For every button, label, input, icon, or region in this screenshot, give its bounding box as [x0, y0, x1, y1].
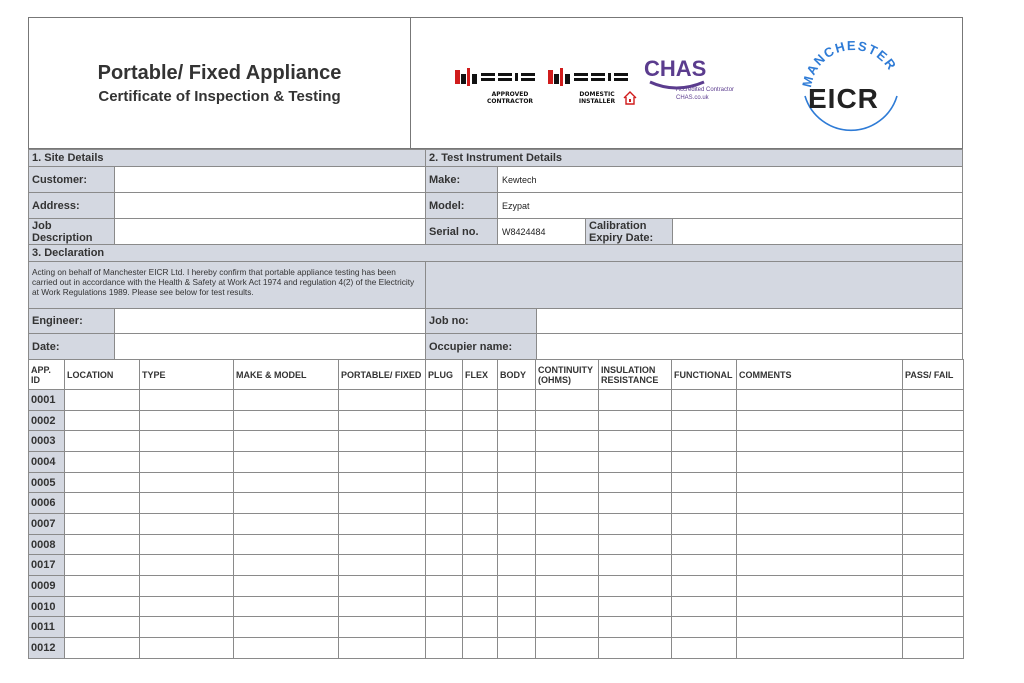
- app-id-cell: 0003: [28, 430, 65, 452]
- column-header: CONTINUITY (OHMS): [535, 359, 599, 390]
- calibration-label: Calibration Expiry Date:: [585, 218, 673, 245]
- result-cell[interactable]: [425, 472, 463, 493]
- result-cell[interactable]: [233, 451, 339, 473]
- result-cell[interactable]: [462, 430, 498, 452]
- calibration-field[interactable]: [672, 218, 963, 245]
- result-cell[interactable]: [64, 492, 140, 514]
- eicr-wordmark: EICR: [808, 83, 879, 114]
- model-field[interactable]: Ezypat: [497, 192, 963, 219]
- result-cell[interactable]: [598, 410, 672, 431]
- result-cell[interactable]: [598, 596, 672, 617]
- result-cell[interactable]: [902, 472, 964, 493]
- app-id-cell: 0001: [28, 389, 65, 411]
- result-cell[interactable]: [535, 637, 599, 659]
- result-cell[interactable]: [64, 410, 140, 431]
- result-cell[interactable]: [671, 575, 737, 597]
- result-cell[interactable]: [902, 430, 964, 452]
- certificate-header: [28, 17, 963, 149]
- result-cell[interactable]: [233, 389, 339, 411]
- result-cell[interactable]: [338, 430, 426, 452]
- result-cell[interactable]: [535, 389, 599, 411]
- result-cell[interactable]: [671, 596, 737, 617]
- result-cell[interactable]: [338, 554, 426, 576]
- result-cell[interactable]: [425, 534, 463, 555]
- result-cell[interactable]: [598, 492, 672, 514]
- result-cell[interactable]: [598, 513, 672, 535]
- result-cell[interactable]: [338, 534, 426, 555]
- result-cell[interactable]: [64, 451, 140, 473]
- model-label: Model:: [425, 192, 498, 219]
- column-header: MAKE & MODEL: [233, 359, 339, 390]
- result-cell[interactable]: [139, 637, 234, 659]
- result-cell[interactable]: [902, 596, 964, 617]
- result-cell[interactable]: [64, 472, 140, 493]
- result-cell[interactable]: [497, 575, 536, 597]
- result-cell[interactable]: [497, 534, 536, 555]
- result-cell[interactable]: [338, 410, 426, 431]
- niceic-approved-logo: [454, 66, 536, 106]
- column-header: INSULATION RESISTANCE: [598, 359, 672, 390]
- certificate-sheet: [28, 17, 963, 661]
- result-cell[interactable]: [671, 410, 737, 431]
- column-header: FLEX: [462, 359, 498, 390]
- result-cell[interactable]: [233, 430, 339, 452]
- app-id-cell: 0011: [28, 616, 65, 638]
- result-cell[interactable]: [139, 616, 234, 638]
- app-id-cell: 0005: [28, 472, 65, 493]
- app-id-cell: 0008: [28, 534, 65, 555]
- result-cell[interactable]: [497, 451, 536, 473]
- result-cell[interactable]: [598, 554, 672, 576]
- chas-caption: Accredited Contractor CHAS.co.uk: [676, 87, 735, 101]
- result-cell[interactable]: [598, 472, 672, 493]
- declaration-text: Acting on behalf of Manchester EICR Ltd. I hereby confirm that portable appliance testing has been carried out in accordance with the Health & Safety at Work Act 1974 and regulation 4(2) of the Electricity at Work Regulations 1989. Please see below for test results.: [28, 261, 426, 309]
- result-cell[interactable]: [671, 451, 737, 473]
- date-field[interactable]: [114, 333, 426, 360]
- result-cell[interactable]: [338, 513, 426, 535]
- manchester-eicr-logo: [791, 26, 911, 146]
- declaration-blank: [425, 261, 963, 309]
- result-cell[interactable]: [671, 534, 737, 555]
- result-cell[interactable]: [425, 513, 463, 535]
- page-title: Portable/ Fixed Appliance: [97, 62, 342, 84]
- result-cell[interactable]: [462, 596, 498, 617]
- result-cell[interactable]: [462, 451, 498, 473]
- address-field[interactable]: [114, 192, 426, 219]
- result-cell[interactable]: [462, 472, 498, 493]
- result-cell[interactable]: [425, 451, 463, 473]
- result-cell[interactable]: [64, 554, 140, 576]
- result-cell[interactable]: [902, 492, 964, 514]
- address-label: Address:: [28, 192, 115, 219]
- result-cell[interactable]: [598, 389, 672, 411]
- result-cell[interactable]: [497, 616, 536, 638]
- job-description-label: Job Description: [28, 218, 115, 245]
- result-cell[interactable]: [139, 554, 234, 576]
- serial-label: Serial no.: [425, 218, 498, 245]
- job-no-field[interactable]: [536, 308, 963, 334]
- result-cell[interactable]: [462, 554, 498, 576]
- result-cell[interactable]: [736, 616, 903, 638]
- result-cell[interactable]: [902, 637, 964, 659]
- result-cell[interactable]: [425, 596, 463, 617]
- test-instrument-heading: 2. Test Instrument Details: [425, 149, 963, 167]
- result-cell[interactable]: [233, 513, 339, 535]
- result-cell[interactable]: [462, 575, 498, 597]
- app-id-cell: 0009: [28, 575, 65, 597]
- result-cell[interactable]: [902, 451, 964, 473]
- result-cell[interactable]: [462, 637, 498, 659]
- result-cell[interactable]: [425, 492, 463, 514]
- result-cell[interactable]: [535, 554, 599, 576]
- result-cell[interactable]: [425, 410, 463, 431]
- result-cell[interactable]: [736, 430, 903, 452]
- result-cell[interactable]: [497, 513, 536, 535]
- result-cell[interactable]: [736, 451, 903, 473]
- result-cell[interactable]: [902, 534, 964, 555]
- result-cell[interactable]: [64, 534, 140, 555]
- result-cell[interactable]: [64, 575, 140, 597]
- result-cell[interactable]: [736, 513, 903, 535]
- result-cell[interactable]: [139, 410, 234, 431]
- result-cell[interactable]: [598, 534, 672, 555]
- result-cell[interactable]: [425, 430, 463, 452]
- result-cell[interactable]: [535, 575, 599, 597]
- result-cell[interactable]: [671, 554, 737, 576]
- result-cell[interactable]: [535, 492, 599, 514]
- result-cell[interactable]: [338, 472, 426, 493]
- page-subtitle: Certificate of Inspection & Testing: [98, 88, 341, 105]
- result-cell[interactable]: [535, 430, 599, 452]
- result-cell[interactable]: [598, 616, 672, 638]
- result-cell[interactable]: [425, 616, 463, 638]
- result-cell[interactable]: [535, 596, 599, 617]
- result-cell[interactable]: [497, 410, 536, 431]
- result-cell[interactable]: [535, 534, 599, 555]
- result-cell[interactable]: [338, 492, 426, 514]
- result-cell[interactable]: [497, 430, 536, 452]
- result-cell[interactable]: [338, 637, 426, 659]
- occupier-label: Occupier name:: [425, 333, 537, 360]
- result-cell[interactable]: [64, 637, 140, 659]
- declaration-heading: 3. Declaration: [28, 244, 963, 262]
- column-header: LOCATION: [64, 359, 140, 390]
- date-label: Date:: [28, 333, 115, 360]
- result-cell[interactable]: [497, 637, 536, 659]
- column-header: PORTABLE/ FIXED: [338, 359, 426, 390]
- result-cell[interactable]: [535, 513, 599, 535]
- result-cell[interactable]: [598, 451, 672, 473]
- result-cell[interactable]: [736, 472, 903, 493]
- make-label: Make:: [425, 166, 498, 193]
- result-cell[interactable]: [139, 430, 234, 452]
- result-cell[interactable]: [598, 430, 672, 452]
- result-cell[interactable]: [497, 554, 536, 576]
- column-header: APP. ID: [28, 359, 65, 390]
- result-cell[interactable]: [462, 534, 498, 555]
- eicr-arc-text: MANCHESTER: [799, 37, 900, 89]
- result-cell[interactable]: [671, 637, 737, 659]
- niceic-domestic-caption: DOMESTIC INSTALLER: [578, 91, 616, 105]
- result-cell[interactable]: [233, 492, 339, 514]
- app-id-cell: 0006: [28, 492, 65, 514]
- result-cell[interactable]: [497, 389, 536, 411]
- result-cell[interactable]: [233, 534, 339, 555]
- result-cell[interactable]: [736, 534, 903, 555]
- result-cell[interactable]: [902, 554, 964, 576]
- customer-field[interactable]: [114, 166, 426, 193]
- result-cell[interactable]: [233, 410, 339, 431]
- result-cell[interactable]: [139, 596, 234, 617]
- result-cell[interactable]: [497, 492, 536, 514]
- result-cell[interactable]: [233, 554, 339, 576]
- result-cell[interactable]: [139, 513, 234, 535]
- result-cell[interactable]: [671, 389, 737, 411]
- svg-text:MANCHESTER: [799, 38, 900, 89]
- result-cell[interactable]: [425, 637, 463, 659]
- result-cell[interactable]: [233, 472, 339, 493]
- make-field[interactable]: Kewtech: [497, 166, 963, 193]
- result-cell[interactable]: [64, 513, 140, 535]
- result-cell[interactable]: [736, 492, 903, 514]
- result-cell[interactable]: [64, 616, 140, 638]
- result-cell[interactable]: [233, 616, 339, 638]
- result-cell[interactable]: [671, 492, 737, 514]
- result-cell[interactable]: [902, 616, 964, 638]
- result-cell[interactable]: [338, 616, 426, 638]
- column-header: FUNCTIONAL: [671, 359, 737, 390]
- result-cell[interactable]: [736, 596, 903, 617]
- column-header: PLUG: [425, 359, 463, 390]
- niceic-mark-icon: [454, 66, 536, 88]
- result-cell[interactable]: [64, 389, 140, 411]
- result-cell[interactable]: [338, 451, 426, 473]
- serial-field[interactable]: W8424484: [497, 218, 586, 245]
- result-cell[interactable]: [535, 472, 599, 493]
- result-cell[interactable]: [139, 451, 234, 473]
- result-cell[interactable]: [64, 596, 140, 617]
- result-cell[interactable]: [598, 575, 672, 597]
- result-cell[interactable]: [338, 575, 426, 597]
- result-cell[interactable]: [902, 513, 964, 535]
- result-cell[interactable]: [535, 451, 599, 473]
- customer-label: Customer:: [28, 166, 115, 193]
- result-cell[interactable]: [462, 616, 498, 638]
- result-cell[interactable]: [671, 472, 737, 493]
- app-id-cell: 0007: [28, 513, 65, 535]
- column-header: BODY: [497, 359, 536, 390]
- result-cell[interactable]: [671, 430, 737, 452]
- result-cell[interactable]: [233, 596, 339, 617]
- result-cell[interactable]: [497, 472, 536, 493]
- result-cell[interactable]: [425, 575, 463, 597]
- occupier-field[interactable]: [536, 333, 963, 360]
- niceic-approved-caption: APPROVED CONTRACTOR: [486, 91, 534, 105]
- engineer-label: Engineer:: [28, 308, 115, 334]
- job-no-label: Job no:: [425, 308, 537, 334]
- chas-wordmark: CHAS: [644, 56, 707, 81]
- result-cell[interactable]: [671, 513, 737, 535]
- app-id-cell: 0010: [28, 596, 65, 617]
- result-cell[interactable]: [736, 554, 903, 576]
- result-cell[interactable]: [64, 430, 140, 452]
- title-block: [29, 18, 411, 148]
- result-cell[interactable]: [139, 575, 234, 597]
- result-cell[interactable]: [535, 410, 599, 431]
- result-cell[interactable]: [671, 616, 737, 638]
- chas-logo: [644, 56, 744, 116]
- column-header: TYPE: [139, 359, 234, 390]
- result-cell[interactable]: [736, 575, 903, 597]
- app-id-cell: 0004: [28, 451, 65, 473]
- result-cell[interactable]: [462, 492, 498, 514]
- result-cell[interactable]: [736, 389, 903, 411]
- result-cell[interactable]: [139, 534, 234, 555]
- result-cell[interactable]: [425, 554, 463, 576]
- result-cell[interactable]: [233, 575, 339, 597]
- result-cell[interactable]: [736, 410, 903, 431]
- app-id-cell: 0002: [28, 410, 65, 431]
- result-cell[interactable]: [139, 472, 234, 493]
- result-cell[interactable]: [902, 410, 964, 431]
- result-cell[interactable]: [736, 637, 903, 659]
- niceic-domestic-logo: [547, 66, 637, 106]
- column-header: PASS/ FAIL: [902, 359, 964, 390]
- result-cell[interactable]: [462, 389, 498, 411]
- result-cell[interactable]: [462, 410, 498, 431]
- house-icon: [622, 90, 638, 106]
- result-cell[interactable]: [425, 389, 463, 411]
- result-cell[interactable]: [338, 389, 426, 411]
- result-cell[interactable]: [535, 616, 599, 638]
- engineer-field[interactable]: [114, 308, 426, 334]
- result-cell[interactable]: [338, 596, 426, 617]
- app-id-cell: 0017: [28, 554, 65, 576]
- result-cell[interactable]: [139, 389, 234, 411]
- result-cell[interactable]: [139, 492, 234, 514]
- niceic-mark-icon: [547, 66, 629, 88]
- result-cell[interactable]: [233, 637, 339, 659]
- result-cell[interactable]: [598, 637, 672, 659]
- site-details-heading: 1. Site Details: [28, 149, 426, 167]
- result-cell[interactable]: [497, 596, 536, 617]
- job-description-field[interactable]: [114, 218, 426, 245]
- app-id-cell: 0012: [28, 637, 65, 659]
- result-cell[interactable]: [462, 513, 498, 535]
- result-cell[interactable]: [902, 389, 964, 411]
- column-header: COMMENTS: [736, 359, 903, 390]
- result-cell[interactable]: [902, 575, 964, 597]
